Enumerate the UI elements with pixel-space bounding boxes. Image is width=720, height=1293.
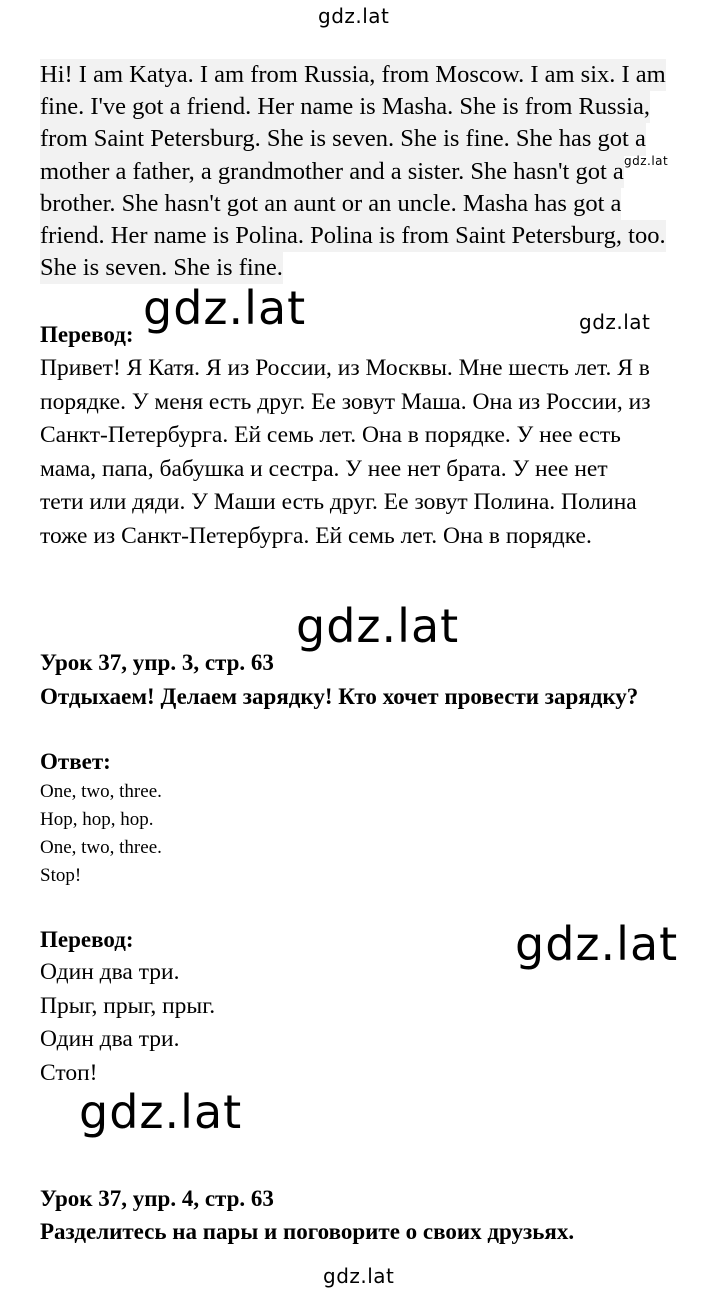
text-line: brother. She hasn't got an aunt or an uncle. Masha has got a bbox=[40, 188, 621, 220]
watermark-big-1: gdz.lat bbox=[143, 281, 307, 335]
watermark-bottom: gdz.lat bbox=[323, 1264, 395, 1288]
watermark-inline: gdz.lat bbox=[624, 154, 669, 168]
answer-line: Stop! bbox=[40, 865, 82, 886]
translation-lines-2 bbox=[40, 956, 215, 1090]
answer-line: Hop, hop, hop. bbox=[40, 809, 154, 830]
watermark-big-3: gdz.lat bbox=[515, 917, 679, 971]
exercise-3-title: Урок 37, упр. 3, стр. 63 bbox=[40, 650, 274, 675]
text-line: Hi! I am Katya. I am from Russia, from Moscow. I am six. I am bbox=[40, 59, 666, 91]
text-line: Стоп! bbox=[40, 1059, 98, 1086]
english-paragraph bbox=[40, 59, 669, 284]
exercise-4-task: Разделитесь на пары и поговорите о своих друзьях. bbox=[40, 1219, 575, 1244]
exercise-3-task: Отдыхаем! Делаем зарядку! Кто хочет провести зарядку? bbox=[40, 684, 639, 709]
answer-line: One, two, three. bbox=[40, 781, 162, 802]
answer-line: One, two, three. bbox=[40, 837, 162, 858]
translation-heading: Перевод: bbox=[40, 322, 134, 347]
text-line: Санкт-Петербурга. Ей семь лет. Она в порядке. У нее есть bbox=[40, 422, 621, 448]
text-line: тети или дяди. У Маши есть друг. Ее зовут Полина. Полина bbox=[40, 489, 637, 515]
answer-lines bbox=[40, 778, 162, 890]
exercise-4-title: Урок 37, упр. 4, стр. 63 bbox=[40, 1186, 274, 1211]
text-line: Привет! Я Катя. Я из России, из Москвы. Мне шесть лет. Я в bbox=[40, 355, 650, 381]
watermark-right: gdz.lat bbox=[579, 310, 651, 334]
text-line: She is seven. She is fine. bbox=[40, 252, 283, 284]
watermark-big-2: gdz.lat bbox=[296, 599, 460, 653]
text-line: мама, папа, бабушка и сестра. У нее нет брата. У нее нет bbox=[40, 455, 608, 482]
translation-heading-2: Перевод: bbox=[40, 927, 134, 952]
text-line: Один два три. bbox=[40, 1026, 180, 1052]
text-line: тоже из Санкт-Петербурга. Ей семь лет. Она в порядке. bbox=[40, 522, 592, 549]
text-line: friend. Her name is Polina. Polina is from Saint Petersburg, too. bbox=[40, 220, 666, 252]
text-line: fine. I've got a friend. Her name is Masha. She is from Russia, bbox=[40, 91, 650, 123]
text-line: from Saint Petersburg. She is seven. She is fine. She has got a bbox=[40, 123, 646, 155]
text-line: mother a father, a grandmother and a sister. She hasn't got a bbox=[40, 156, 624, 188]
text-line: Прыг, прыг, прыг. bbox=[40, 992, 216, 1019]
translation-paragraph bbox=[40, 352, 651, 553]
text-line: порядке. У меня есть друг. Ее зовут Маша. Она из России, из bbox=[40, 388, 651, 415]
answer-heading: Ответ: bbox=[40, 749, 111, 774]
text-line: Один два три. bbox=[40, 959, 180, 985]
watermark-big-4: gdz.lat bbox=[79, 1085, 243, 1139]
watermark-top: gdz.lat bbox=[318, 4, 390, 28]
